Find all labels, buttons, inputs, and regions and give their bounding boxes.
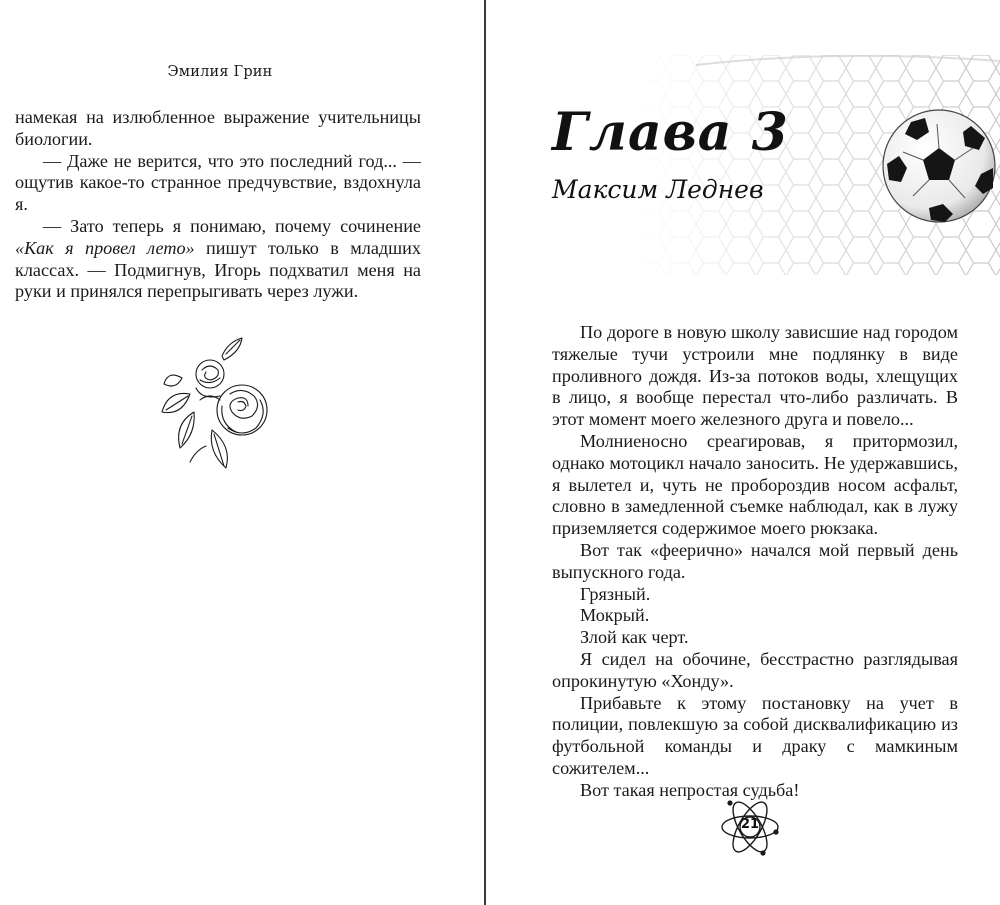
paragraph: Грязный.: [580, 583, 651, 604]
chapter-subtitle: Максим Леднев: [552, 175, 764, 204]
soccer-ball-icon: [881, 108, 997, 224]
paragraph: Молниеносно среагировав, я притормозил, однако мотоцикл начало заносить. Не удержавшись, я вылетел и, чуть не пробороздив носом асфальт, словно в замедленной съемке наблюдал, как в лужу приземляется содержимое моего рюкзака.: [552, 430, 958, 539]
chapter-title: Глава 3: [552, 102, 789, 163]
paragraph-text: — Зато теперь я понимаю, почему сочинение: [43, 215, 421, 236]
running-head-author: Эмилия Грин: [167, 64, 273, 80]
paragraph: Злой как черт.: [580, 627, 689, 648]
flower-ornament-icon: [160, 334, 278, 472]
left-page: [0, 0, 484, 905]
paragraph: Прибавьте к этому постановку на учет в полиции, повлекшую за собой дисквалификацию из футбольной команды и драку с мамкиным сожителем...: [552, 692, 958, 778]
paragraph: Я сидел на обочине, бесстрастно разглядывая опрокинутую «Хонду».: [552, 648, 958, 691]
right-page-text: [552, 322, 958, 802]
paragraph-text: пишут только в младших классах. — Подмигнув, Игорь подхватил меня на руки и принялся перепрыгивать через лужи.: [15, 237, 421, 302]
left-page-text: [15, 107, 421, 303]
paragraph: Мокрый.: [580, 605, 650, 626]
paragraph: Вот такая непростая судьба!: [580, 779, 800, 800]
right-page: [486, 0, 1000, 905]
paragraph: Вот так «феерично» начался мой первый день выпускного года.: [552, 539, 958, 582]
paragraph: [15, 216, 421, 303]
italic-title: «Как я провел лето»: [15, 237, 195, 258]
paragraph: намекая на излюбленное выражение учительницы биологии.: [15, 107, 421, 149]
page-number: 21: [740, 817, 760, 832]
paragraph: — Даже не верится, что это последний год... — ощутив какое-то странное предчувствие, вздохнула я.: [15, 150, 421, 215]
page-number-badge: [719, 795, 781, 859]
paragraph: По дороге в новую школу зависшие над городом тяжелые тучи устроили мне подлянку в виде проливного дождя. Из-за потоков воды, хлещущих в лицо, я вообще перестал что-либо различать. В этот момент моего железного друга и повело...: [552, 322, 958, 430]
